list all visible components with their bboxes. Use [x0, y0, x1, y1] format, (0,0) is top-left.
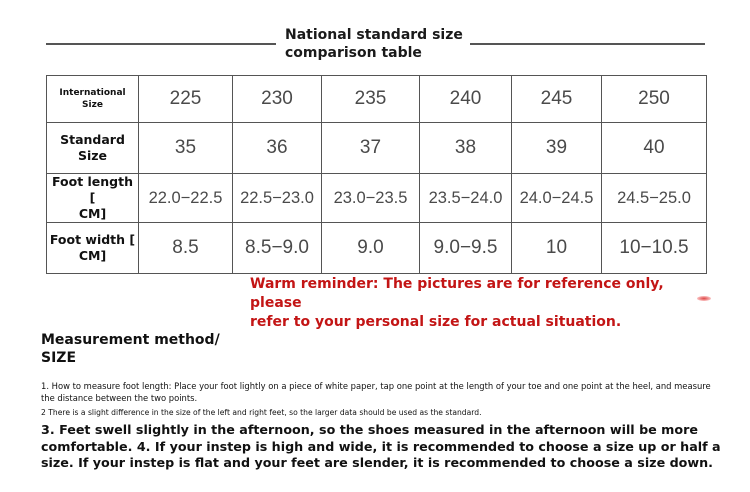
table-cell: 39 [512, 123, 602, 174]
title-rule-right [470, 43, 705, 45]
warm-reminder [250, 275, 700, 332]
page-title [285, 26, 485, 62]
warm-reminder-line1: Warm reminder: The pictures are for reference only, please [250, 276, 664, 311]
table-cell: 9.0−9.5 [420, 223, 512, 274]
table-cell: 22.5−23.0 [233, 174, 322, 223]
table-cell: 225 [139, 76, 233, 123]
table-row-standard-size [47, 123, 707, 174]
table-cell: 23.0−23.5 [322, 174, 420, 223]
table-cell: 10 [512, 223, 602, 274]
table-row-foot-length [47, 174, 707, 223]
table-cell: 35 [139, 123, 233, 174]
table-cell: 250 [602, 76, 707, 123]
page-title-line2: comparison table [285, 45, 422, 61]
table-cell: 22.0−22.5 [139, 174, 233, 223]
table-row-foot-width [47, 223, 707, 274]
size-comparison-table [46, 75, 707, 274]
table-cell: 40 [602, 123, 707, 174]
table-cell: 245 [512, 76, 602, 123]
table-cell: 235 [322, 76, 420, 123]
table-cell: 8.5−9.0 [233, 223, 322, 274]
warm-reminder-line2: refer to your personal size for actual situation. [250, 314, 622, 330]
table-cell: 37 [322, 123, 420, 174]
table-cell: 36 [233, 123, 322, 174]
row-header-foot-width: Foot width [ CM] [47, 223, 139, 274]
red-smudge-decoration [697, 296, 711, 301]
note-3: 3. Feet swell slightly in the afternoon, so the shoes measured in the afternoon will be more comfortable. 4. If your instep is high and wide, it is recommended to choose a size up or half a size. If your instep is flat and your feet are slender, it is recommended to choose a size down. [41, 422, 721, 470]
row-header-foot-length: Foot length [ CM] [47, 174, 139, 223]
note-2: 2 There is a slight difference in the size of the left and right feet, so the larger data should be used as the standard. [41, 408, 482, 417]
title-rule-left [46, 43, 276, 45]
page-title-line1: National standard size [285, 27, 463, 43]
table-cell: 8.5 [139, 223, 233, 274]
row-header-international-size: International Size [47, 76, 139, 123]
table-row-international-size [47, 76, 707, 123]
measurement-method-heading: Measurement method/ SIZE [41, 332, 220, 366]
table-cell: 240 [420, 76, 512, 123]
table-cell: 23.5−24.0 [420, 174, 512, 223]
table-cell: 9.0 [322, 223, 420, 274]
table-cell: 10−10.5 [602, 223, 707, 274]
table-cell: 24.0−24.5 [512, 174, 602, 223]
note-1: 1. How to measure foot length: Place your foot lightly on a piece of white paper, tap one point at the length of your toe and one point at the heel, and measure the distance between the two points. [41, 381, 711, 403]
table-cell: 230 [233, 76, 322, 123]
table-cell: 24.5−25.0 [602, 174, 707, 223]
table-cell: 38 [420, 123, 512, 174]
row-header-standard-size: Standard Size [47, 123, 139, 174]
